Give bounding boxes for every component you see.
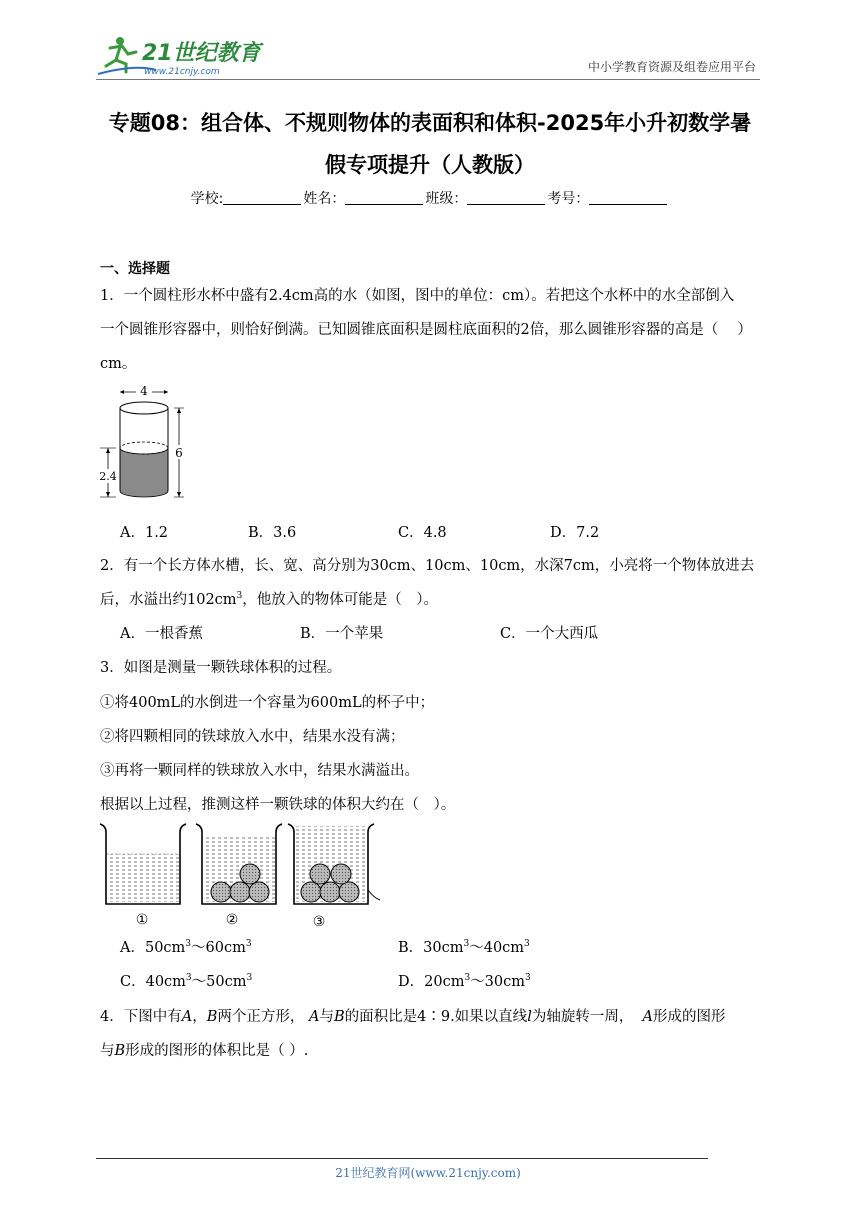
q3-option-b-mid: ～40cm [469,940,525,956]
q2-line2-sup: 3 [236,591,243,602]
q1-line2: 一个圆锥形容器中，则恰好倒满。已知圆锥底面积是圆柱底面积的2倍，那么圆锥形容器的高是（ ） [100,322,752,338]
name-label: 姓名： [303,191,346,207]
q3-option-b-sup1: 3 [463,939,470,950]
name-blank[interactable] [345,190,423,205]
q3-option-b[interactable] [398,938,530,958]
q3-option-c-pre: C．40cm [120,974,186,990]
q3-option-c-mid: ～50cm [191,974,247,990]
q4-var-b-3: B [114,1043,126,1059]
q1-fig-water: 2.4 [99,470,117,483]
header-rule [96,79,760,80]
q1-cylinder-figure [98,385,190,503]
q4-var-l: l [527,1009,532,1025]
footer-rule [96,1158,708,1159]
q4-text-9: 形成的图形的体积比是（ ）. [125,1043,309,1059]
q1-fig-width: 4 [140,385,148,398]
q1-option-a[interactable]: A．1.2 [120,525,169,541]
q3-option-d-sup1: 3 [464,973,471,984]
q2-line2-post: ，他放入的物体可能是（ ）。 [242,592,439,608]
q4-text-3: 与 [319,1009,334,1025]
q1-line1: 1．一个圆柱形水杯中盛有2.4cm高的水（如图，图中的单位：cm）。若把这个水杯中的水全部倒入 [100,288,735,304]
q3-option-d-mid: ～30cm [470,974,526,990]
q3-option-b-sup2: 3 [524,939,530,950]
q4-ratio: 4∶9 [417,1009,451,1025]
class-blank[interactable] [467,190,545,205]
q3-step1: ①将400mL的水倒进一个容量为600mL的杯子中； [100,695,435,711]
q4-var-a-3: A [642,1009,654,1025]
logo [96,34,266,78]
q3-option-a-mid: ～60cm [191,940,246,956]
beaker-1 [100,824,186,928]
student-info [96,188,764,208]
q4-text-8: 与 [100,1043,115,1059]
logo-url: www.21cnjy.com [144,67,220,77]
q3-option-a-sup1: 3 [185,939,192,950]
q1-option-b[interactable]: B．3.6 [248,525,297,541]
section-heading: 一、选择题 [100,261,170,277]
q3-option-d[interactable] [398,972,531,992]
q4-var-b: B [206,1009,218,1025]
beaker-3 [288,824,380,930]
q3-option-a-sup2: 3 [245,939,252,950]
q4-var-a-2: A [308,1009,320,1025]
q3-option-a[interactable] [120,938,252,958]
number-blank[interactable] [589,190,667,205]
q4-line2 [100,1041,308,1061]
q4-text-6: 为轴旋转一周， [531,1009,634,1025]
q2-line2 [100,590,438,610]
q3-beakers-figure [98,820,380,930]
q2-option-c[interactable]: C．一个大西瓜 [500,626,599,642]
q2-line2-pre: 后，水溢出约102cm [100,592,237,608]
q3-step3: ③再将一颗同样的铁球放入水中，结果水满溢出。 [100,763,419,779]
q3-option-c[interactable] [120,972,252,992]
school-blank[interactable] [223,190,301,205]
beaker-3-label: ③ [312,914,326,930]
q3-line1: 3．如图是测量一颗铁球体积的过程。 [100,660,342,676]
q1-line3: cm。 [100,356,137,372]
doc-title-line2: 假专项提升（人教版） [325,153,535,177]
q4-var-b-2: B [333,1009,345,1025]
class-label: 班级： [425,191,468,207]
beaker-2-label: ② [225,912,239,928]
footer-text[interactable]: 21世纪教育网(www.21cnjy.com) [335,1166,521,1180]
q3-option-c-sup1: 3 [185,973,192,984]
beaker-2 [196,824,282,928]
q3-line5: 根据以上过程，推测这样一颗铁球的体积大约在（ ）。 [100,797,456,813]
q2-option-a[interactable]: A．一根香蕉 [120,626,203,642]
q1-fig-height: 6 [175,446,183,460]
school-label: 学校: [190,191,224,207]
logo-text: 21世纪教育 [142,41,261,66]
q4-var-a: A [181,1009,193,1025]
q4-text-4: 的面积比是 [344,1009,418,1025]
q3-step2: ②将四颗相同的铁球放入水中，结果水没有满； [100,729,405,745]
q4-text-7: 形成的图形 [653,1009,726,1025]
q3-option-a-pre: A．50cm [120,940,186,956]
platform-name: 中小学教育资源及组卷应用平台 [587,60,756,74]
q4-line1 [100,1007,726,1027]
q4-text-5: .如果以直线 [450,1009,528,1025]
q1-option-d[interactable]: D．7.2 [550,525,600,541]
header [96,34,760,80]
number-label: 考号： [547,191,590,207]
q3-option-d-sup2: 3 [525,973,531,984]
q3-option-d-pre: D．20cm [398,974,465,990]
q2-option-b[interactable]: B．一个苹果 [300,626,384,642]
q3-option-b-pre: B．30cm [398,940,464,956]
q4-comma: ， [192,1009,207,1025]
q3-option-c-sup2: 3 [246,973,253,984]
q2-line1: 2．有一个长方体水槽，长、宽、高分别为30cm、10cm、10cm，水深7cm，小亮将一个物体放进去 [100,558,755,574]
q4-text-2: 两个正方形， [217,1009,305,1025]
doc-title-line1: 专题08：组合体、不规则物体的表面积和体积-2025年小升初数学暑 [108,111,752,135]
beaker-1-label: ① [135,912,149,928]
q1-option-c[interactable]: C．4.8 [398,525,447,541]
q4-text-1: 4．下图中有 [100,1009,182,1025]
